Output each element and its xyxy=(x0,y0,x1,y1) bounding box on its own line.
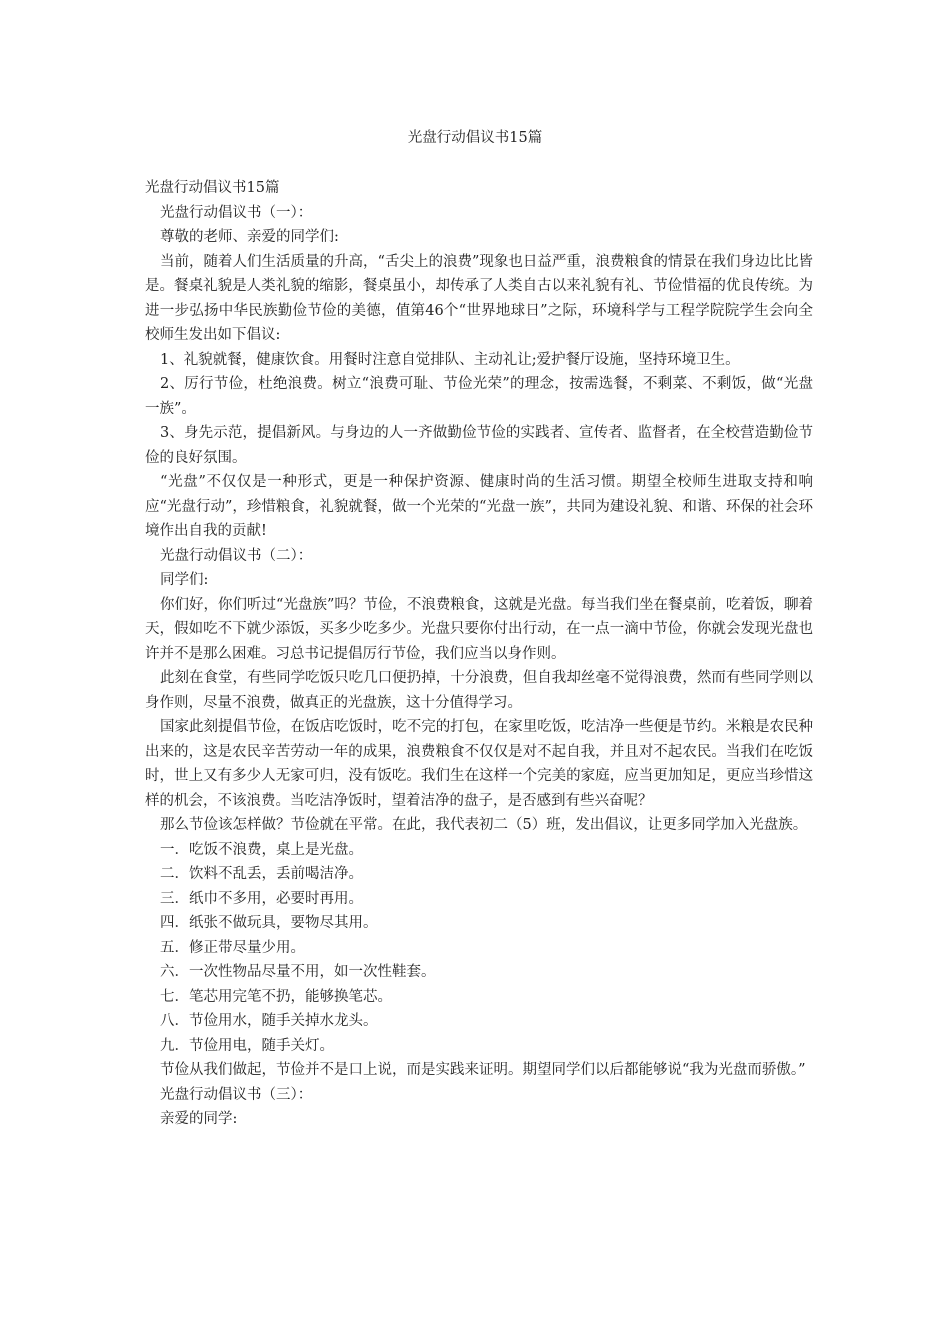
paragraph: “光盘”不仅仅是一种形式，更是一种保护资源、健康时尚的生活习惯。期望全校师生进取支持和响应“光盘行动”，珍惜粮食，礼貌就餐，做一个光荣的“光盘一族”，共同为建设礼貌、和谐、环保的社会环境作出自我的贡献! xyxy=(145,474,813,539)
paragraph: 四．纸张不做玩具，要物尽其用。 xyxy=(160,915,378,931)
paragraph: 六．一次性物品尽量不用，如一次性鞋套。 xyxy=(160,964,436,980)
paragraph: 1、礼貌就餐，健康饮食。用餐时注意自觉排队、主动礼让;爱护餐厅设施，坚持环境卫生。 xyxy=(160,351,740,368)
paragraph: 光盘行动倡议书（一）： xyxy=(160,204,313,221)
paragraph: 那么节俭该怎样做？节俭就在平常。在此，我代表初二（5）班，发出倡议，让更多同学加入光盘族。 xyxy=(160,817,808,833)
paragraph: 二．饮料不乱丢，丢前喝洁净。 xyxy=(160,866,363,882)
document-body xyxy=(145,176,813,1132)
paragraph: 同学们: xyxy=(160,572,209,588)
paragraph: 当前，随着人们生活质量的升高，“舌尖上的浪费”现象也日益严重，浪费粮食的情景在我们身边比比皆是。餐桌礼貌是人类礼貌的缩影，餐桌虽小，却传承了人类自古以来礼貌有礼、节俭惜福的优良传统。为进一步弘扬中华民族勤俭节俭的美德，值第46个“世界地球日”之际，环境科学与工程学院院学生会向全校师生发出如下倡议: xyxy=(145,253,813,343)
paragraph: 3、身先示范，提倡新风。与身边的人一齐做勤俭节俭的实践者、宣传者、监督者，在全校营造勤俭节俭的良好氛围。 xyxy=(145,425,813,466)
paragraph: 光盘行动倡议书（二）： xyxy=(160,547,313,564)
paragraph: 2、厉行节俭，杜绝浪费。树立“浪费可耻、节俭光荣”的理念，按需选餐，不剩菜、不剩饭，做“光盘一族”。 xyxy=(145,376,813,417)
paragraph: 国家此刻提倡节俭，在饭店吃饭时，吃不完的打包，在家里吃饭，吃洁净一些便是节约。米粮是农民种出来的，这是农民辛苦劳动一年的成果，浪费粮食不仅仅是对不起自我，并且对不起农民。当我们在吃饭时，世上又有多少人无家可归，没有饭吃。我们生在这样一个完美的家庭，应当更加知足，更应当珍惜这样的机会，不该浪费。当吃洁净饭时，望着洁净的盘子，是否感到有些兴奋呢？ xyxy=(145,719,813,809)
paragraph: 一．吃饭不浪费，桌上是光盘。 xyxy=(160,841,363,858)
paragraph: 光盘行动倡议书15篇 xyxy=(145,180,280,196)
paragraph: 三．纸巾不多用，必要时再用。 xyxy=(160,890,363,907)
document-title: 光盘行动倡议书15篇 xyxy=(407,130,543,146)
paragraph: 七．笔芯用完笔不扔，能够换笔芯。 xyxy=(160,988,392,1005)
paragraph: 亲爱的同学: xyxy=(160,1111,238,1127)
paragraph: 光盘行动倡议书（三）： xyxy=(160,1086,313,1103)
paragraph: 此刻在食堂，有些同学吃饭只吃几口便扔掉，十分浪费，但自我却丝毫不觉得浪费，然而有些同学则以身作则，尽量不浪费，做真正的光盘族，这十分值得学习。 xyxy=(145,670,813,711)
paragraph: 八．节俭用水，随手关掉水龙头。 xyxy=(160,1013,378,1029)
paragraph: 九．节俭用电，随手关灯。 xyxy=(160,1037,334,1054)
paragraph: 尊敬的老师、亲爱的同学们: xyxy=(160,229,339,245)
paragraph: 你们好，你们听过“光盘族”吗？节俭，不浪费粮食，这就是光盘。每当我们坐在餐桌前，吃着饭，聊着天，假如吃不下就少添饭，买多少吃多少。光盘只要你付出行动，在一点一滴中节俭，你就会发现光盘也许并不是那么困难。习总书记提倡厉行节俭，我们应当以身作则。 xyxy=(145,596,813,662)
paragraph: 节俭从我们做起，节俭并不是口上说，而是实践来证明。期望同学们以后都能够说“我为光盘而骄傲。” xyxy=(160,1062,806,1078)
paragraph: 五．修正带尽量少用。 xyxy=(160,939,305,956)
